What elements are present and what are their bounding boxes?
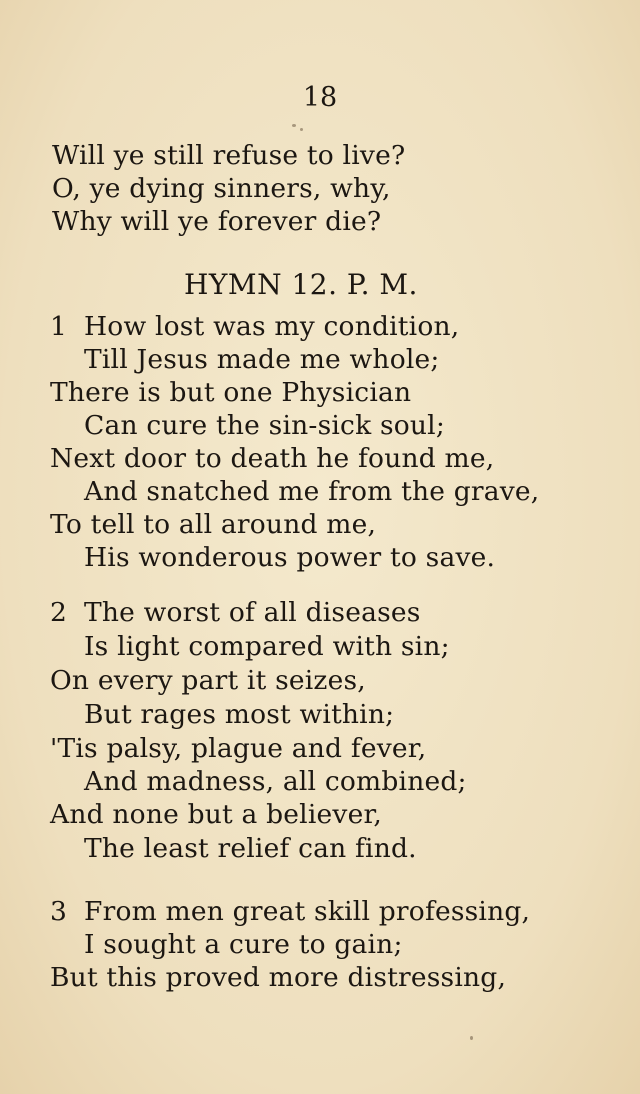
stanza-line: Is light compared with sin; — [84, 631, 450, 662]
hymn-title: HYMN 12. P. M. — [184, 268, 418, 301]
stanza-line: Will ye still refuse to live? — [52, 140, 406, 171]
verse-number: 2 — [50, 597, 68, 628]
stanza-line: And none but a believer, — [50, 799, 383, 830]
verse-first-line — [50, 895, 530, 928]
stanza-line: Can cure the sin-sick soul; — [84, 410, 445, 441]
stanza-line: His wonderous power to save. — [84, 542, 496, 573]
stanza-line: But rages most within; — [84, 699, 395, 730]
stanza-line: There is but one Physician — [50, 377, 412, 408]
stanza-line: But this proved more distressing, — [50, 962, 507, 993]
ink-speck — [470, 1036, 473, 1040]
stanza-line: The worst of all diseases — [84, 597, 421, 628]
stanza-line: I sought a cure to gain; — [84, 929, 403, 960]
stanza-line: Next door to death he found me, — [50, 443, 495, 474]
verse-first-line — [50, 310, 459, 343]
stanza-line: From men great skill professing, — [84, 896, 531, 927]
stanza-line: On every part it seizes, — [50, 665, 366, 696]
stanza-line: Till Jesus made me whole; — [84, 344, 440, 375]
ink-speck — [292, 124, 296, 127]
ink-speck — [300, 128, 303, 131]
stanza-line: Why will ye forever die? — [52, 206, 382, 237]
verse-first-line — [50, 596, 421, 629]
stanza-line: How lost was my condition, — [84, 311, 460, 342]
stanza-line: To tell to all around me, — [50, 509, 377, 540]
stanza-line: 'Tis palsy, plague and fever, — [50, 733, 427, 764]
stanza-line: O, ye dying sinners, why, — [52, 173, 391, 204]
verse-number: 1 — [50, 311, 68, 342]
stanza-line: And snatched me from the grave, — [84, 476, 540, 507]
stanza-line: And madness, all combined; — [84, 766, 467, 797]
stanza-line: The least relief can find. — [84, 833, 417, 864]
page-number: 18 — [302, 82, 338, 113]
verse-number: 3 — [50, 896, 68, 927]
